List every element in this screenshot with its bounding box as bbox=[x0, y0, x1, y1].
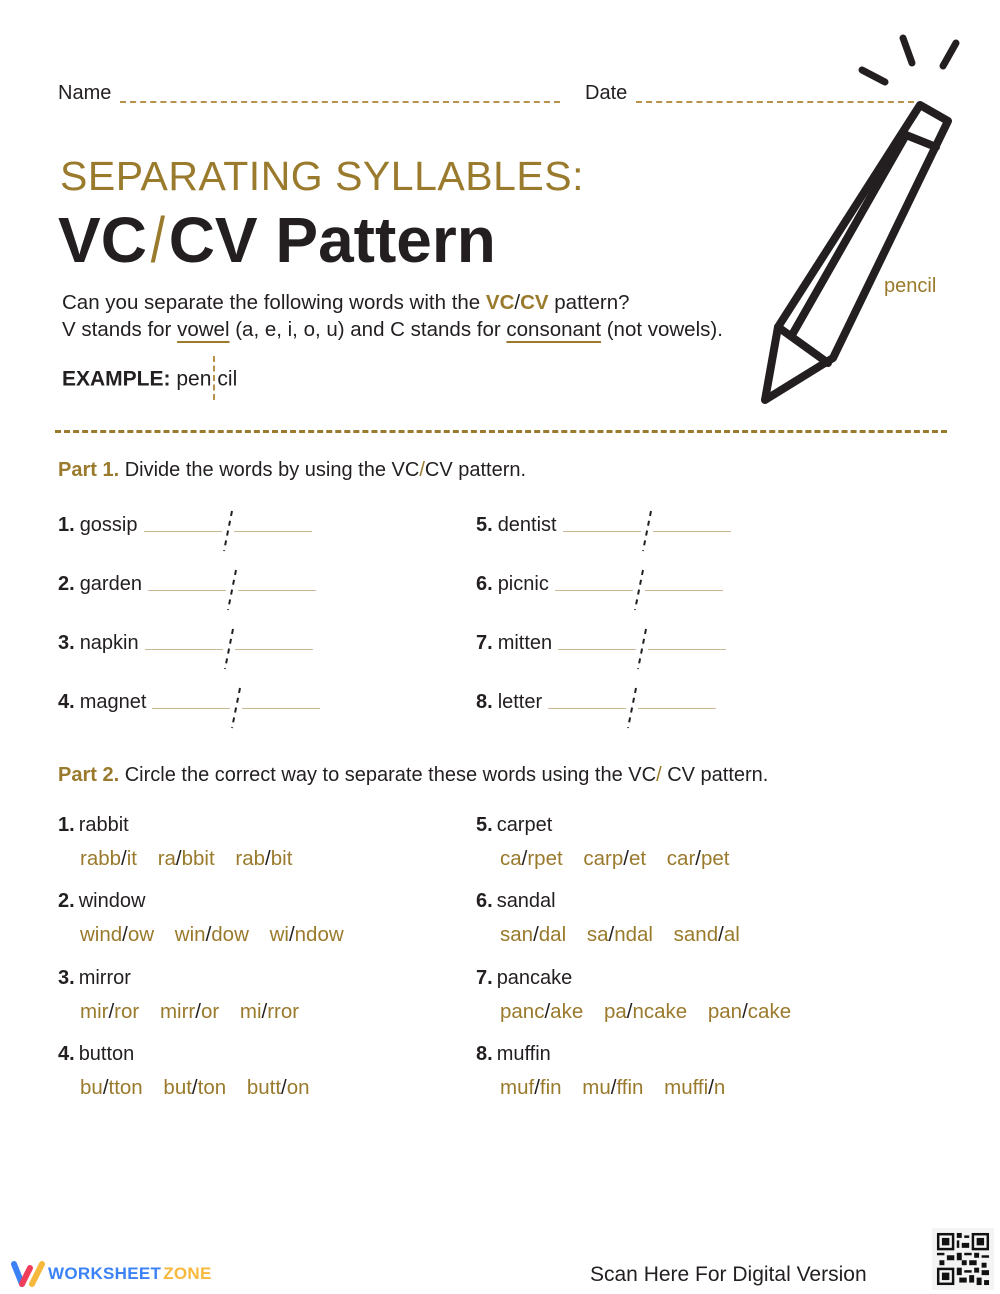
option[interactable]: muffi/n bbox=[664, 1076, 726, 1099]
option[interactable]: win/dow bbox=[174, 923, 249, 946]
part2-item: 6. sandal san/dal sa/ndal sand/al bbox=[476, 890, 740, 946]
title-cv: CV bbox=[168, 204, 258, 276]
answer-blank-2[interactable] bbox=[648, 649, 726, 650]
name-field[interactable] bbox=[120, 101, 560, 103]
example bbox=[62, 358, 237, 402]
intro-line-1: Can you separate the following words with the VC/CV pattern? bbox=[62, 291, 630, 314]
answer-blank-2[interactable] bbox=[653, 531, 731, 532]
brand-name-part-1: WORKSHEET bbox=[48, 1264, 162, 1283]
divider-slash bbox=[633, 568, 645, 612]
divider-slash bbox=[226, 568, 238, 612]
answer-blank-1[interactable] bbox=[144, 531, 222, 532]
answer-blank-1[interactable] bbox=[548, 708, 626, 709]
option[interactable]: muf/fin bbox=[500, 1076, 562, 1099]
example-part-1: pen bbox=[176, 367, 212, 391]
answer-blank-2[interactable] bbox=[242, 708, 320, 709]
part2-item: 4. button bu/tton but/ton butt/on bbox=[58, 1043, 310, 1099]
brand-name-part-2: ZONE bbox=[163, 1264, 212, 1283]
part2-heading: Part 2. Circle the correct way to separate these words using the VC/ CV pattern. bbox=[58, 764, 769, 786]
part1-item: 3. napkin bbox=[58, 627, 313, 655]
option[interactable]: rab/bit bbox=[235, 847, 293, 870]
answer-blank-2[interactable] bbox=[234, 531, 312, 532]
option[interactable]: but/ton bbox=[163, 1076, 227, 1099]
part2-item: 2. window wind/ow win/dow wi/ndow bbox=[58, 890, 344, 946]
vowel-term: vowel bbox=[177, 318, 230, 341]
divider-slash bbox=[636, 627, 648, 671]
option[interactable]: ra/bbit bbox=[157, 847, 215, 870]
option[interactable]: mir/ror bbox=[80, 1000, 140, 1023]
part1-item: 4. magnet bbox=[58, 686, 320, 714]
example-divider bbox=[213, 356, 215, 400]
intro-text bbox=[62, 289, 723, 343]
part1-item: 6. picnic bbox=[476, 568, 723, 596]
title-vc: VC bbox=[58, 204, 147, 276]
section-divider bbox=[55, 430, 947, 433]
answer-blank-2[interactable] bbox=[235, 649, 313, 650]
part2-item: 5. carpet ca/rpet carp/et car/pet bbox=[476, 814, 730, 870]
option[interactable]: sa/ndal bbox=[586, 923, 653, 946]
example-part-2: cil bbox=[217, 367, 238, 391]
title-subheading: SEPARATING SYLLABLES: bbox=[60, 153, 584, 199]
scan-text: Scan Here For Digital Version bbox=[590, 1263, 867, 1286]
option[interactable]: pa/ncake bbox=[603, 1000, 688, 1023]
option[interactable]: mirr/or bbox=[159, 1000, 220, 1023]
answer-blank-2[interactable] bbox=[638, 708, 716, 709]
option[interactable]: rabb/it bbox=[80, 847, 137, 870]
option[interactable]: butt/on bbox=[246, 1076, 310, 1099]
consonant-term: consonant bbox=[506, 318, 602, 341]
option[interactable]: pan/cake bbox=[707, 1000, 792, 1023]
pencil-label: pencil bbox=[884, 275, 937, 297]
part1-item: 8. letter bbox=[476, 686, 716, 714]
part1-item: 5. dentist bbox=[476, 509, 731, 537]
option[interactable]: san/dal bbox=[500, 923, 567, 946]
divider-slash bbox=[230, 686, 242, 730]
answer-blank-1[interactable] bbox=[563, 531, 641, 532]
answer-blank-1[interactable] bbox=[558, 649, 636, 650]
divider-slash bbox=[223, 627, 235, 671]
title-pattern: Pattern bbox=[275, 204, 496, 276]
part1-heading: Part 1. Divide the words by using the VC/CV pattern. bbox=[58, 459, 527, 481]
answer-blank-2[interactable] bbox=[645, 590, 723, 591]
option[interactable]: mu/ffin bbox=[582, 1076, 644, 1099]
answer-blank-1[interactable] bbox=[148, 590, 226, 591]
intro-line-2: V stands for vowel (a, e, i, o, u) and C stands for consonant (not vowels). bbox=[62, 318, 723, 341]
option[interactable]: ca/rpet bbox=[500, 847, 563, 870]
option[interactable]: panc/ake bbox=[500, 1000, 584, 1023]
part1-item: 7. mitten bbox=[476, 627, 726, 655]
part2-item: 7. pancake panc/ake pa/ncake pan/cake bbox=[476, 967, 792, 1023]
qr-code-icon[interactable] bbox=[932, 1228, 994, 1290]
worksheetzone-logo-icon bbox=[10, 1260, 48, 1288]
example-label: EXAMPLE: bbox=[62, 367, 171, 391]
divider-slash bbox=[641, 509, 653, 553]
name-label: Name bbox=[58, 82, 112, 104]
option[interactable]: wi/ndow bbox=[269, 923, 344, 946]
part1-item: 1. gossip bbox=[58, 509, 312, 537]
option[interactable]: mi/rror bbox=[239, 1000, 300, 1023]
date-label: Date bbox=[585, 82, 628, 104]
option[interactable]: sand/al bbox=[673, 923, 740, 946]
pencil-icon bbox=[740, 25, 970, 415]
answer-blank-1[interactable] bbox=[555, 590, 633, 591]
answer-blank-1[interactable] bbox=[152, 708, 230, 709]
part2-item: 8. muffin muf/fin mu/ffin muffi/n bbox=[476, 1043, 726, 1099]
part2-item: 3. mirror mir/ror mirr/or mi/rror bbox=[58, 967, 300, 1023]
option[interactable]: bu/tton bbox=[80, 1076, 143, 1099]
answer-blank-2[interactable] bbox=[238, 590, 316, 591]
part1-item: 2. garden bbox=[58, 568, 316, 596]
option[interactable]: car/pet bbox=[666, 847, 730, 870]
part2-item: 1. rabbit rabb/it ra/bbit rab/bit bbox=[58, 814, 293, 870]
divider-slash bbox=[626, 686, 638, 730]
divider-slash bbox=[222, 509, 234, 553]
title-slash: / bbox=[150, 204, 165, 276]
option[interactable]: wind/ow bbox=[80, 923, 155, 946]
brand-logo[interactable] bbox=[10, 1260, 212, 1288]
answer-blank-1[interactable] bbox=[145, 649, 223, 650]
page-title bbox=[58, 203, 496, 277]
option[interactable]: carp/et bbox=[583, 847, 647, 870]
